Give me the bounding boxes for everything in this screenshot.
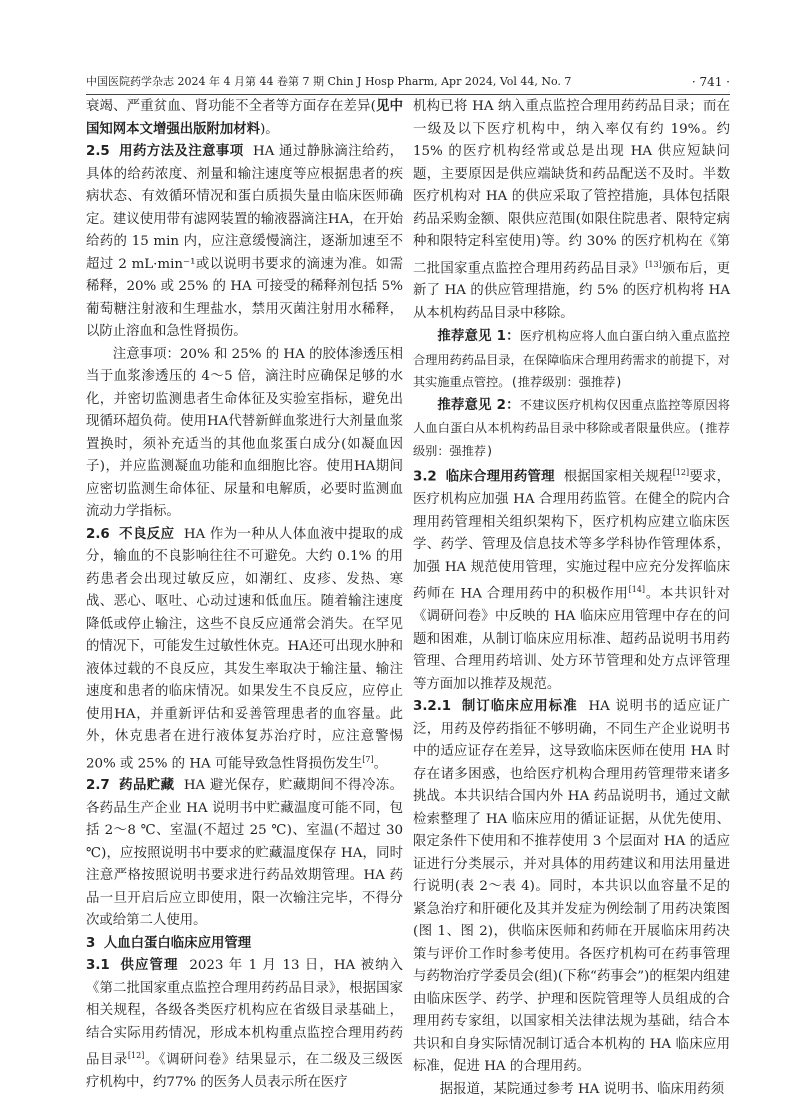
section-title: 制订临床应用标准 [461, 699, 578, 715]
section-text: HA 避光保存，贮藏期间不得冷冻。各药品生产企业 HA 说明书中贮藏温度可能不同，包括 2～8 ℃、室温(不超过 25 ℃)、室温(不超过 30 ℃)，应按照说明书中要求的贮藏温度保存 HA，同时注意严格按照说明书要求进行药品效期管理。HA 药品一旦开启后应立即使用，限一次输注完毕，不得分次或给第二人使用。 [86, 778, 404, 929]
section-text: 2023 年 1 月 13 日，HA 被纳入《第二批国家重点监控合理用药药品目录》，根据国家相关规程，各级各类医疗机构应在省级目录基础上，结合实际用药情况，形成本机构重点监控合理用药药品目录 [86, 958, 404, 1068]
section-number: 2.7 [86, 778, 110, 794]
recommendation-text: 医疗机构应将人血白蛋白纳入重点监控合理用药药品目录，在保障临床合理用药需求的前提下，对其实施重点管控。(推荐级别：强推荐) [413, 329, 730, 390]
section-text: 要求，医疗机构应加强 HA 合理用药监管。在健全的院内合理用药管理相关组织架构下，医疗机构应建立临床医学、药学、管理及信息技术等多学科协作管理体系，加强 HA 规范使用管理，实施过程中应充分发挥临床药师在 HA 合理用药中的积极作用 [413, 469, 730, 602]
section-text: 。《调研问卷》结果显示，在二级及三级医疗机构中，约77% 的医务人员表示所在医疗 [86, 1052, 403, 1091]
paragraph-text: 机构已将 HA 纳入重点监控合理用药药品目录；而在一级及以下医疗机构中，纳入率仅有约 19%。约 15% 的医疗机构经常或总是出现 HA 供应短缺问题，主要原因是供应端缺货和药品配送不及时。半数医疗机构对 HA 的供应采取了管控措施，具体包括限药品采购金额、限供应范围(如限住院患者、限特定病种和限特定科室使用)等。约 30% 的医疗机构在《第二批国家重点监控合理用药药品目录》 [413, 99, 730, 276]
paragraph [413, 96, 730, 325]
section-text: 根据国家相关规程 [563, 469, 673, 485]
paragraph-text: 衰竭、严重贫血、肾功能不全者等方面存在差异( [86, 99, 376, 114]
recommendation-1 [413, 325, 730, 394]
section-2-7 [86, 775, 403, 933]
notes-paragraph: 注意事项：20% 和 25% 的 HA 的胶体渗透压相当于血浆渗透压的 4～5 倍，滴注时应确保足够的水化，并密切监测患者生命体征及实验室指标，避免出现循环超负荷。使用HA代替新鲜血浆进行大剂量血浆置换时，须补充适当的其他血浆蛋白成分(如凝血因子)，并应监测凝血功能和血细胞比容。使用HA期间应密切监测生命体征、尿量和电解质，必要时监测血流动力学指标。 [86, 346, 403, 519]
section-3-2 [413, 462, 730, 696]
running-header [86, 72, 730, 95]
paragraph-text: 颁布后，更新了 HA 的供应管理措施，约 5% 的医疗机构将 HA 从本机构药品目录中移除。 [413, 260, 731, 321]
section-3-2-1 [413, 696, 730, 1079]
section-number: 3.1 [86, 958, 110, 974]
citation-marker: [13] [645, 259, 662, 269]
section-text: 。本共识针对《调研问卷》中反映的 HA 临床应用管理中存在的问题和困难，从制订临床应用标准、超药品说明书用药管理、合理用药培训、处方环节管理和处方点评管理等方面加以推荐及规范。 [413, 586, 730, 692]
page-number: · 741 · [691, 75, 730, 89]
section-number: 3.2 [413, 469, 437, 485]
section-number: 2.5 [86, 144, 110, 159]
citation-marker: [14] [628, 585, 645, 595]
journal-citation: 中国医院药学杂志 2024 年 4 月第 44 卷第 7 期 Chin J Hosp Pharm, Apr 2024, Vol 44, No. 7 [86, 75, 572, 88]
left-column [86, 96, 403, 1095]
section-title: 临床合理用药管理 [445, 469, 555, 485]
section-title: 人血白蛋白临床应用管理 [103, 935, 252, 951]
recommendation-label: 推荐意见 1： [437, 329, 520, 345]
section-number: 3.2.1 [413, 699, 452, 715]
recommendation-label: 推荐意见 2： [437, 397, 520, 413]
recommendation-text: 不建议医疗机构仅因重点监控等原因将人血白蛋白从本机构药品目录中移除或者限量供应。(推荐级别：强推荐) [413, 397, 730, 458]
section-3-1 [86, 955, 403, 1094]
citation-marker: [12] [127, 1051, 145, 1061]
section-2-6 [86, 524, 403, 776]
citation-marker: [12] [672, 468, 690, 478]
section-text: HA 通过静脉滴注给药，具体的给药浓度、剂量和输注速度等应根据患者的疾病状态、有效循环情况和蛋白质损失量由临床医师确定。建议使用带有滤网装置的输液器滴注HA，在开始给药的 15 min 内，应注意缓慢滴注，逐渐加速至不超过 2 mL·min⁻¹或以说明书要求的滴速为准。如需稀释，20% 或 25% 的 HA 可接受的稀释剂包括 5% 葡萄糖注射液和生理盐水，禁用灭菌注射用水稀释，以防止溶血和急性肾损伤。 [86, 144, 404, 339]
recommendation-2 [413, 394, 730, 463]
section-number: 3 [86, 935, 96, 951]
section-2-5 [86, 141, 403, 344]
section-text: HA 说明书的适应证广泛，用药及停药指征不够明确，不同生产企业说明书中的适应证存在差异，这导致临床医师在使用 HA 时存在诸多困惑，也给医疗机构合理用药管理带来诸多挑战。本共识结合国内外 HA 药品说明书，通过文献检索整理了 HA 临床应用的循证证据，从优先使用、限定条件下使用和不推荐使用 3 个层面对 HA 的适应证进行分类展示，并对具体的用药建议和用法用量进行说明(表 2～表 4)。同时，本共识以血容量不足的紧急治疗和肝硬化及其并发症为例绘制了用药决策图(图 1、图 2)，供临床医师和药师在开展临床用药决策与评价工作时参考使用。各医疗机构可在药事管理与药物治疗学委员会(组)(下称“药事会”)的框架内组建由临床医学、药学、护理和医院管理等人员组成的合理用药专家组，以国家相关法律法规为基础，结合本共识和自身实际情况制订适合本机构的 HA 临床应用标准，促进 HA 的合理用药。 [413, 699, 731, 1075]
section-title: 供应管理 [120, 958, 179, 974]
supplement-link-text: 见中国知网本文增强出版附加材料 [86, 99, 404, 137]
section-3-heading [86, 933, 403, 956]
section-title: 用药方法及注意事项 [119, 144, 244, 159]
section-title: 药品贮藏 [119, 778, 175, 794]
paragraph: 据报道，某院通过参考 HA 说明书、临床用药须 [439, 1081, 725, 1097]
paragraph [86, 96, 403, 141]
section-text: HA 作为一种从人体血液中提取的成分，输血的不良影响往往不可避免。大约 0.1% 的用药患者会出现过敏反应，如潮红、皮疹、发热、寒战、恶心、呕吐、心动过速和低血压。随着输注速度降低或停止输注，这些不良反应通常会消失。在罕见的情况下，可能发生过敏性休克。HA还可出现水肿和液体过载的不良反应，其发生率取决于输注量、输注速度和患者的临床情况。如果发生不良反应，应停止使用HA，并重新评估和妥善管理患者的血容量。此外，休克患者在进行液体复苏治疗时，应注意警惕 20% 或 25% 的 HA 可能导致急性肾损伤发生 [86, 526, 404, 771]
citation-marker: [7] [362, 754, 374, 764]
section-title: 不良反应 [119, 526, 175, 542]
right-column [413, 96, 730, 1101]
section-text: 。 [373, 755, 387, 771]
paragraph-text: )。 [260, 121, 279, 137]
section-number: 2.6 [86, 526, 110, 542]
